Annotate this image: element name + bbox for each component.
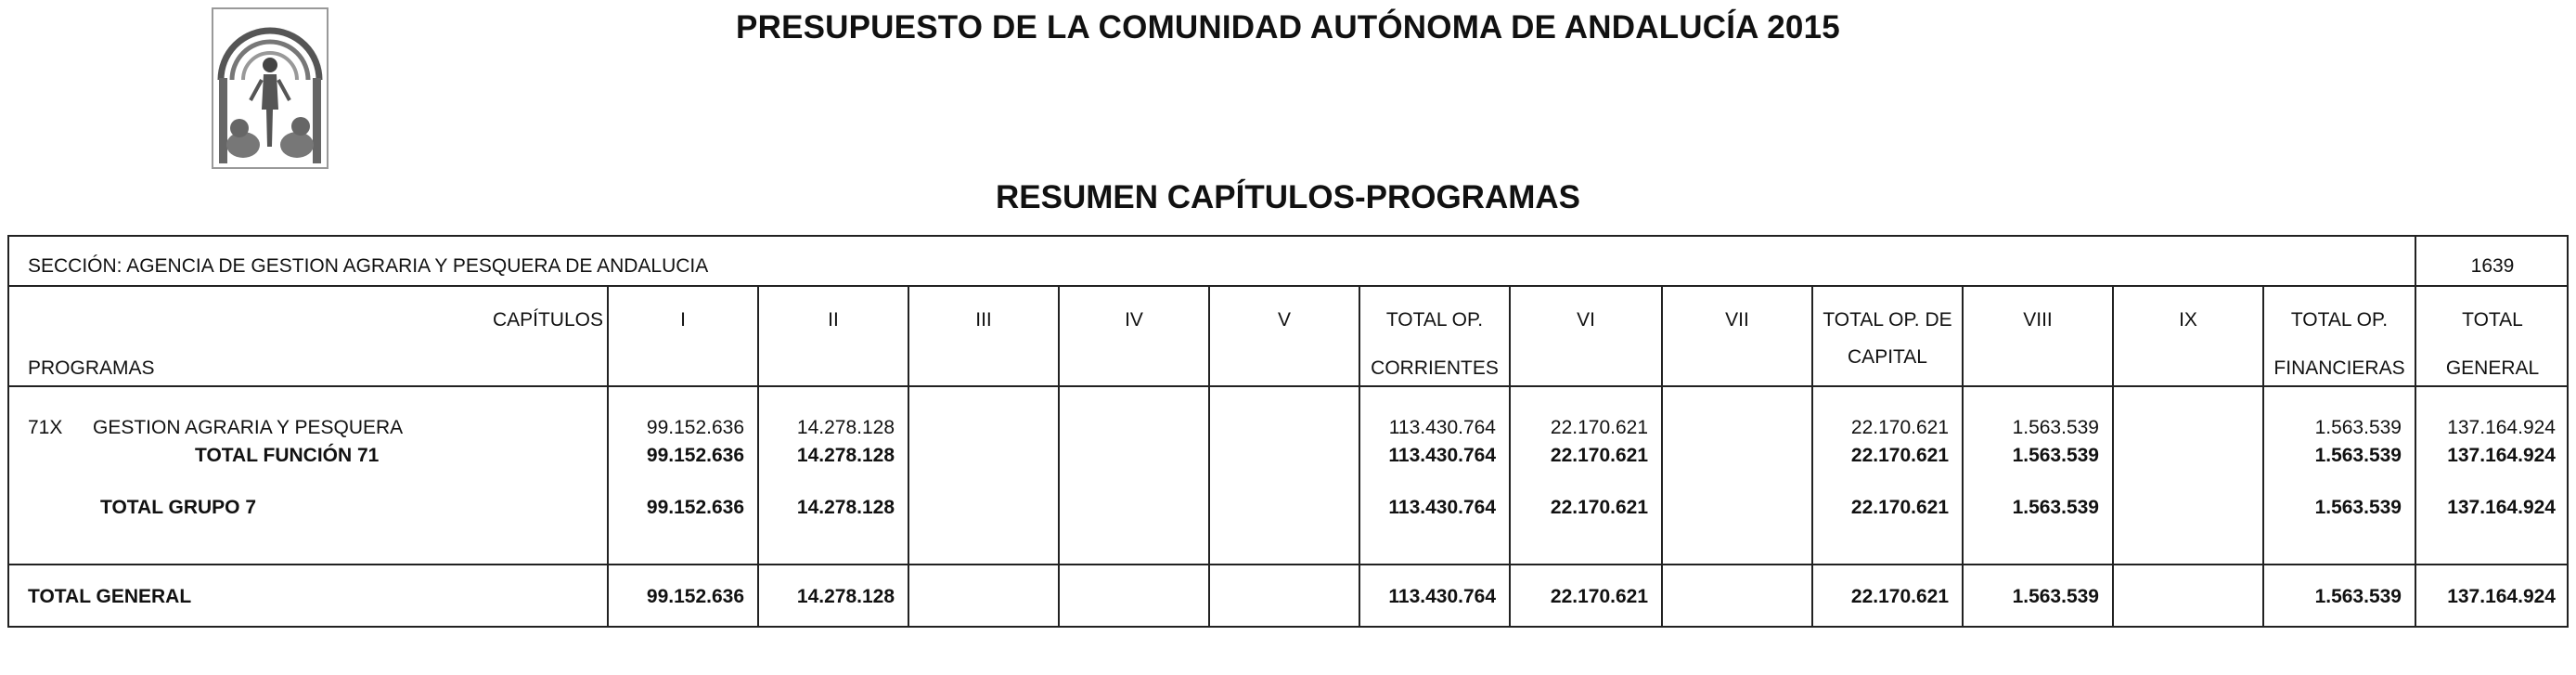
table-cell: 113.430.764 [1388,497,1496,518]
section-row-divider [9,285,2567,287]
table-cell: 99.152.636 [646,497,744,518]
column-divider [2112,285,2114,626]
column-header: V [1277,309,1291,331]
column-header: TOTAL [2462,309,2523,331]
column-header-line2: FINANCIERAS [2273,357,2405,379]
table-cell: 22.170.621 [1850,497,1949,518]
column-header: VI [1577,309,1595,331]
table-cell: 137.164.924 [2447,586,2556,607]
column-divider [1661,285,1663,626]
column-header-line2: GENERAL [2445,357,2540,379]
column-header: IV [1125,309,1143,331]
column-header: VIII [2023,309,2053,331]
table-cell: 1.563.539 [2314,497,2402,518]
section-code: 1639 [2470,255,2515,277]
table-cell: 99.152.636 [646,417,744,438]
column-divider [908,285,909,626]
table-cell: 137.164.924 [2447,417,2556,438]
table-cell: 99.152.636 [646,445,744,466]
table-cell: 99.152.636 [646,586,744,607]
section-label: SECCIÓN: AGENCIA DE GESTION AGRARIA Y PESQUERA DE ANDALUCIA [28,255,709,277]
column-header: II [828,309,839,331]
table-cell: 22.170.621 [1550,586,1648,607]
table-cell: 14.278.128 [796,445,895,466]
document-subtitle: RESUMEN CAPÍTULOS-PROGRAMAS [995,179,1581,215]
column-header: VII [1725,309,1749,331]
table-cell: 113.430.764 [1388,586,1496,607]
subtotal-label: TOTAL GRUPO 7 [100,497,257,518]
subtotal-label: TOTAL FUNCIÓN 71 [195,445,380,466]
column-divider [2415,285,2416,626]
column-divider [1359,285,1360,626]
capitulos-label: CAPÍTULOS [492,309,603,331]
table-cell: 22.170.621 [1850,445,1949,466]
table-cell: 113.430.764 [1388,417,1496,438]
table-cell: 1.563.539 [2314,586,2402,607]
column-divider [1509,285,1511,626]
column-header: TOTAL OP. [2290,309,2389,331]
program-code: 71X [28,417,63,438]
table-cell: 22.170.621 [1850,417,1949,438]
table-cell: 1.563.539 [2314,445,2402,466]
total-row-divider [9,564,2567,565]
column-divider [1058,285,1060,626]
summary-table [7,235,2569,628]
table-cell: 14.278.128 [796,586,895,607]
table-cell: 22.170.621 [1850,586,1949,607]
column-header-line2: CORRIENTES [1371,357,1499,379]
column-header: TOTAL OP. DE [1823,309,1952,331]
column-header-line2: CAPITAL [1848,346,1927,368]
column-header: TOTAL OP. [1385,309,1484,331]
table-cell: 1.563.539 [2314,417,2402,438]
table-cell: 14.278.128 [796,417,895,438]
table-cell: 22.170.621 [1550,497,1648,518]
programas-label: PROGRAMAS [28,357,155,379]
column-divider [1811,285,1813,626]
column-header: I [680,309,686,331]
table-cell: 113.430.764 [1388,445,1496,466]
table-cell: 1.563.539 [2012,497,2099,518]
table-cell: 14.278.128 [796,497,895,518]
column-divider [1962,285,1964,626]
column-header: IX [2179,309,2197,331]
column-divider [607,285,609,626]
table-cell: 1.563.539 [2012,586,2099,607]
table-cell: 22.170.621 [1550,445,1648,466]
total-general-label: TOTAL GENERAL [28,586,192,607]
header-row-divider [9,385,2567,387]
table-cell: 137.164.924 [2447,497,2556,518]
column-divider [1208,285,1210,626]
table-cell: 1.563.539 [2012,417,2099,438]
table-cell: 1.563.539 [2012,445,2099,466]
column-divider [757,285,759,626]
table-cell: 137.164.924 [2447,445,2556,466]
column-divider [2262,285,2264,626]
document-title: PRESUPUESTO DE LA COMUNIDAD AUTÓNOMA DE ANDALUCÍA 2015 [736,9,1840,45]
table-cell: 22.170.621 [1550,417,1648,438]
program-label: GESTION AGRARIA Y PESQUERA [93,417,404,438]
column-header: III [975,309,992,331]
